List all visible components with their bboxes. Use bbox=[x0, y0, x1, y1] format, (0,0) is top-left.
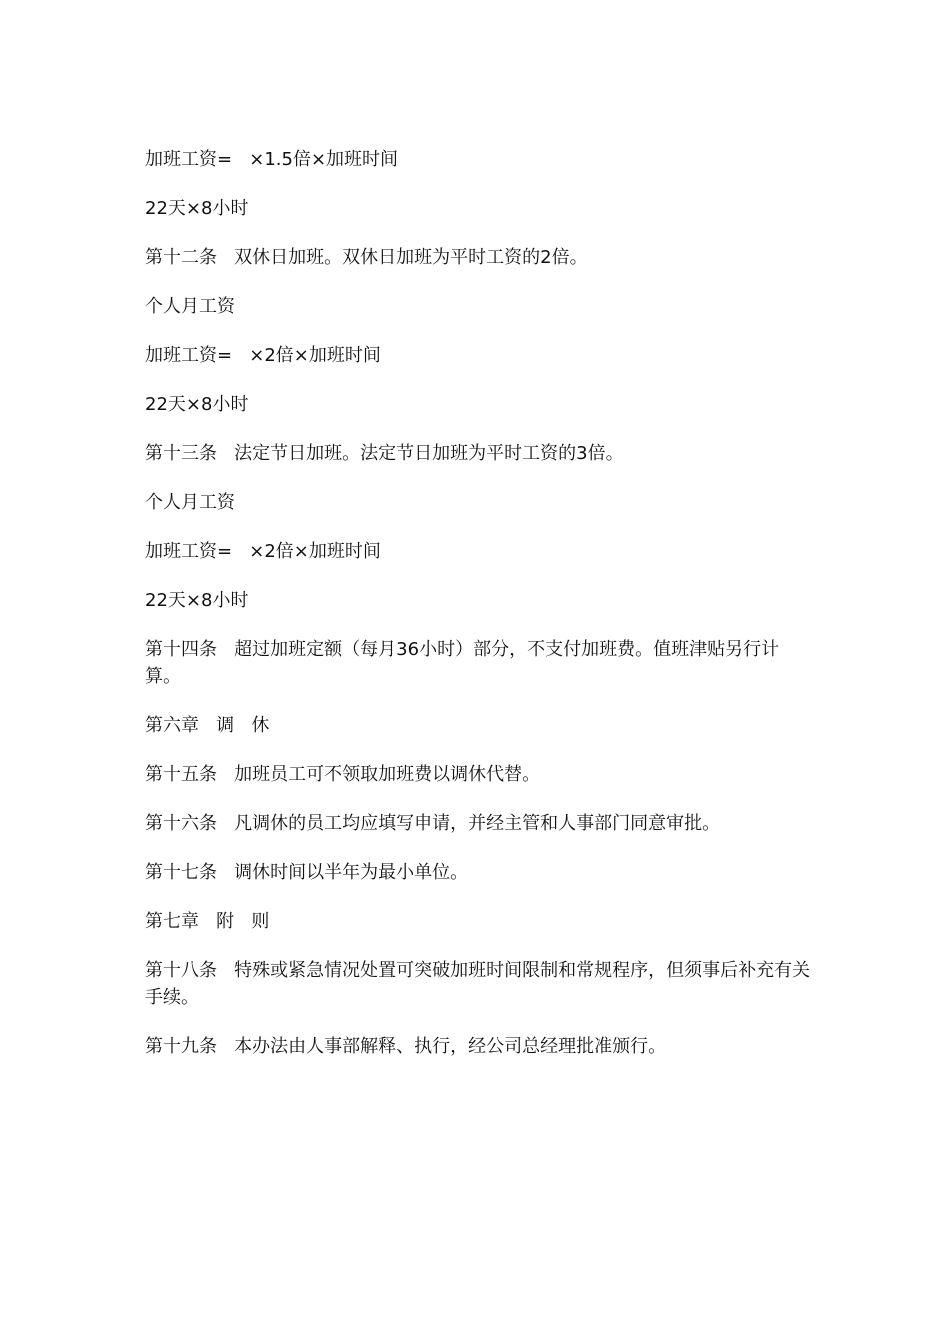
overtime-wage-formula-line: 加班工资= ×1.5倍×加班时间 bbox=[145, 149, 399, 170]
article-13: 第十三条 法定节日加班。法定节日加班为平时工资的3倍。 bbox=[145, 443, 624, 464]
article-14: 第十四条 超过加班定额（每月36小时）部分，不支付加班费。值班津贴另行计算。 bbox=[145, 639, 780, 687]
article-12: 第十二条 双休日加班。双休日加班为平时工资的2倍。 bbox=[145, 247, 588, 268]
chapter-7-heading: 第七章 附 则 bbox=[145, 911, 270, 932]
article-16: 第十六条 凡调休的员工均应填写申请，并经主管和人事部门同意审批。 bbox=[145, 813, 721, 834]
article-19: 第十九条 本办法由人事部解释、执行，经公司总经理批准颁行。 bbox=[145, 1036, 667, 1057]
formula-numerator-line: 个人月工资 bbox=[145, 492, 235, 513]
overtime-wage-formula-line: 加班工资= ×2倍×加班时间 bbox=[145, 345, 381, 366]
article-17: 第十七条 调休时间以半年为最小单位。 bbox=[145, 862, 469, 883]
article-15: 第十五条 加班员工可不领取加班费以调休代替。 bbox=[145, 764, 541, 785]
formula-numerator-line: 个人月工资 bbox=[145, 296, 235, 317]
formula-denominator-line: 22天×8小时 bbox=[145, 394, 249, 415]
document-body bbox=[145, 146, 815, 1082]
overtime-wage-formula-line: 加班工资= ×2倍×加班时间 bbox=[145, 541, 381, 562]
formula-denominator-line: 22天×8小时 bbox=[145, 198, 249, 219]
formula-denominator-line: 22天×8小时 bbox=[145, 590, 249, 611]
article-18: 第十八条 特殊或紧急情况处置可突破加班时间限制和常规程序，但须事后补充有关手续。 bbox=[145, 960, 811, 1008]
chapter-6-heading: 第六章 调 休 bbox=[145, 715, 270, 736]
